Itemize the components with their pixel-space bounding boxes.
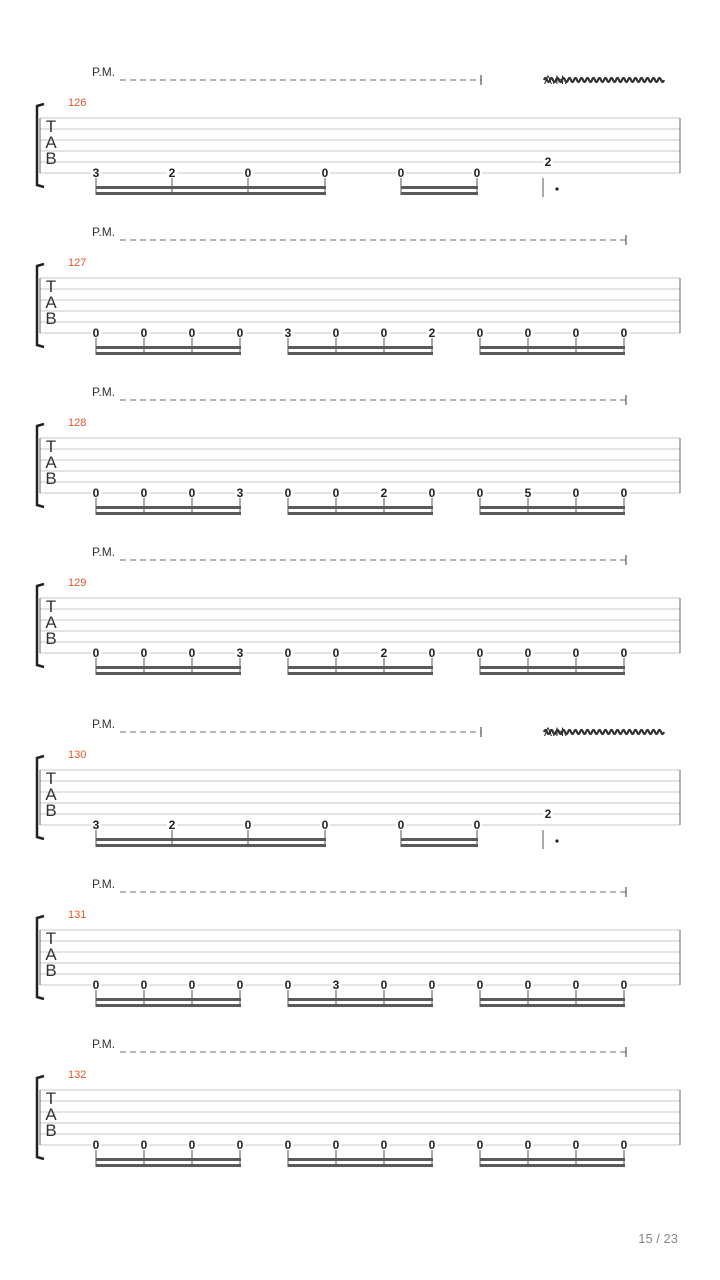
harmonic-label: A.H. [544, 725, 568, 739]
fret-number: 0 [332, 646, 340, 660]
beam-secondary [288, 346, 433, 349]
fret-number: 0 [332, 326, 340, 340]
tab-clef-letter: T [45, 117, 57, 136]
fret-number: 0 [92, 646, 100, 660]
beam-secondary [96, 346, 241, 349]
fret-number: 0 [92, 326, 100, 340]
tab-clef-letter: T [45, 597, 57, 616]
beam-secondary [96, 1158, 241, 1161]
tab-clef-letter: A [45, 133, 57, 152]
beam-secondary [480, 998, 625, 1001]
fret-number: 0 [620, 486, 628, 500]
tab-clef-letter: A [45, 945, 57, 964]
fret-number: 0 [332, 1138, 340, 1152]
beam-primary [288, 512, 433, 515]
fret-number: 2 [544, 807, 552, 821]
palm-mute-label: P.M. [92, 545, 116, 559]
fret-number: 0 [244, 166, 252, 180]
tab-clef-letter: B [45, 961, 57, 980]
tab-clef-letter: A [45, 1105, 57, 1124]
fret-number: 0 [140, 326, 148, 340]
beam-primary [480, 1004, 625, 1007]
beam-primary [480, 512, 625, 515]
fret-number: 0 [620, 978, 628, 992]
beam-secondary [288, 506, 433, 509]
vibrato-wave [544, 78, 664, 82]
palm-mute-label: P.M. [92, 385, 116, 399]
beam-secondary [480, 346, 625, 349]
tab-clef-letter: T [45, 769, 57, 788]
fret-number: 2 [544, 155, 552, 169]
fret-number: 0 [140, 646, 148, 660]
fret-number: 0 [620, 646, 628, 660]
tab-clef-letter: B [45, 309, 57, 328]
measure-number: 128 [68, 417, 87, 429]
tab-clef-letter: B [45, 149, 57, 168]
fret-number: 0 [428, 1138, 436, 1152]
fret-number: 0 [188, 646, 196, 660]
fret-number: 0 [284, 1138, 292, 1152]
beam-secondary [288, 998, 433, 1001]
beam-primary [401, 844, 478, 847]
fret-number: 0 [572, 486, 580, 500]
palm-mute-label: P.M. [92, 225, 116, 239]
beam-secondary [401, 186, 478, 189]
fret-number: 0 [140, 1138, 148, 1152]
fret-number: 0 [524, 326, 532, 340]
beam-primary [288, 672, 433, 675]
tab-clef-letter: T [45, 277, 57, 296]
beam-primary [96, 672, 241, 675]
fret-number: 0 [524, 1138, 532, 1152]
fret-number: 0 [397, 818, 405, 832]
fret-number: 3 [92, 818, 100, 832]
fret-number: 0 [428, 978, 436, 992]
fret-number: 0 [380, 326, 388, 340]
fret-number: 0 [428, 486, 436, 500]
fret-number: 0 [188, 1138, 196, 1152]
tab-clef-letter: T [45, 437, 57, 456]
beam-secondary [96, 186, 326, 189]
fret-number: 0 [188, 486, 196, 500]
beam-secondary [96, 998, 241, 1001]
fret-number: 0 [476, 646, 484, 660]
fret-number: 0 [572, 326, 580, 340]
fret-number: 0 [476, 978, 484, 992]
beam-secondary [96, 506, 241, 509]
beam-secondary [96, 838, 326, 841]
beam-primary [96, 1164, 241, 1167]
fret-number: 2 [380, 486, 388, 500]
tab-clef-letter: A [45, 613, 57, 632]
beam-primary [288, 1004, 433, 1007]
tab-clef-letter: T [45, 929, 57, 948]
fret-number: 0 [92, 486, 100, 500]
fret-number: 3 [236, 646, 244, 660]
fret-number: 0 [524, 646, 532, 660]
fret-number: 0 [473, 818, 481, 832]
palm-mute-label: P.M. [92, 717, 116, 731]
fret-number: 0 [140, 978, 148, 992]
fret-number: 0 [321, 818, 329, 832]
fret-number: 2 [168, 166, 176, 180]
measure-number: 130 [68, 749, 87, 761]
fret-number: 0 [476, 326, 484, 340]
rhythm-dot [555, 839, 558, 842]
fret-number: 0 [428, 646, 436, 660]
fret-number: 0 [473, 166, 481, 180]
fret-number: 0 [284, 646, 292, 660]
beam-primary [96, 844, 326, 847]
fret-number: 0 [380, 978, 388, 992]
fret-number: 0 [476, 486, 484, 500]
fret-number: 0 [92, 978, 100, 992]
fret-number: 0 [236, 978, 244, 992]
tab-clef-letter: B [45, 1121, 57, 1140]
fret-number: 0 [524, 978, 532, 992]
palm-mute-label: P.M. [92, 1037, 116, 1051]
fret-number: 0 [572, 978, 580, 992]
fret-number: 0 [188, 326, 196, 340]
page-number: 15 / 23 [638, 1231, 678, 1246]
tab-clef-letter: A [45, 293, 57, 312]
beam-primary [288, 1164, 433, 1167]
beam-primary [480, 1164, 625, 1167]
fret-number: 0 [284, 978, 292, 992]
fret-number: 0 [572, 646, 580, 660]
tab-clef-letter: A [45, 453, 57, 472]
fret-number: 0 [92, 1138, 100, 1152]
fret-number: 3 [92, 166, 100, 180]
beam-primary [96, 192, 326, 195]
tab-clef-letter: B [45, 801, 57, 820]
fret-number: 3 [284, 326, 292, 340]
fret-number: 0 [244, 818, 252, 832]
beam-primary [96, 512, 241, 515]
beam-primary [288, 352, 433, 355]
measure-number: 126 [68, 97, 87, 109]
palm-mute-label: P.M. [92, 65, 116, 79]
beam-primary [401, 192, 478, 195]
vibrato-wave [544, 730, 664, 734]
fret-number: 0 [140, 486, 148, 500]
fret-number: 0 [380, 1138, 388, 1152]
fret-number: 2 [168, 818, 176, 832]
fret-number: 0 [572, 1138, 580, 1152]
measure-number: 132 [68, 1069, 87, 1081]
fret-number: 5 [524, 486, 532, 500]
fret-number: 0 [321, 166, 329, 180]
beam-secondary [401, 838, 478, 841]
fret-number: 0 [397, 166, 405, 180]
measure-number: 127 [68, 257, 87, 269]
fret-number: 0 [620, 1138, 628, 1152]
beam-secondary [480, 506, 625, 509]
beam-secondary [480, 666, 625, 669]
measure-number: 129 [68, 577, 87, 589]
fret-number: 3 [332, 978, 340, 992]
fret-number: 0 [620, 326, 628, 340]
tab-clef-letter: B [45, 629, 57, 648]
fret-number: 0 [236, 1138, 244, 1152]
beam-secondary [288, 1158, 433, 1161]
fret-number: 0 [236, 326, 244, 340]
harmonic-label: A.H. [544, 73, 568, 87]
fret-number: 0 [332, 486, 340, 500]
rhythm-dot [555, 187, 558, 190]
palm-mute-label: P.M. [92, 877, 116, 891]
fret-number: 0 [188, 978, 196, 992]
tab-clef-letter: T [45, 1089, 57, 1108]
beam-secondary [96, 666, 241, 669]
beam-secondary [288, 666, 433, 669]
beam-primary [480, 672, 625, 675]
beam-secondary [480, 1158, 625, 1161]
tab-clef-letter: A [45, 785, 57, 804]
fret-number: 2 [428, 326, 436, 340]
beam-primary [96, 352, 241, 355]
fret-number: 2 [380, 646, 388, 660]
measure-number: 131 [68, 909, 87, 921]
beam-primary [96, 1004, 241, 1007]
fret-number: 0 [476, 1138, 484, 1152]
tab-clef-letter: B [45, 469, 57, 488]
beam-primary [480, 352, 625, 355]
fret-number: 0 [284, 486, 292, 500]
fret-number: 3 [236, 486, 244, 500]
